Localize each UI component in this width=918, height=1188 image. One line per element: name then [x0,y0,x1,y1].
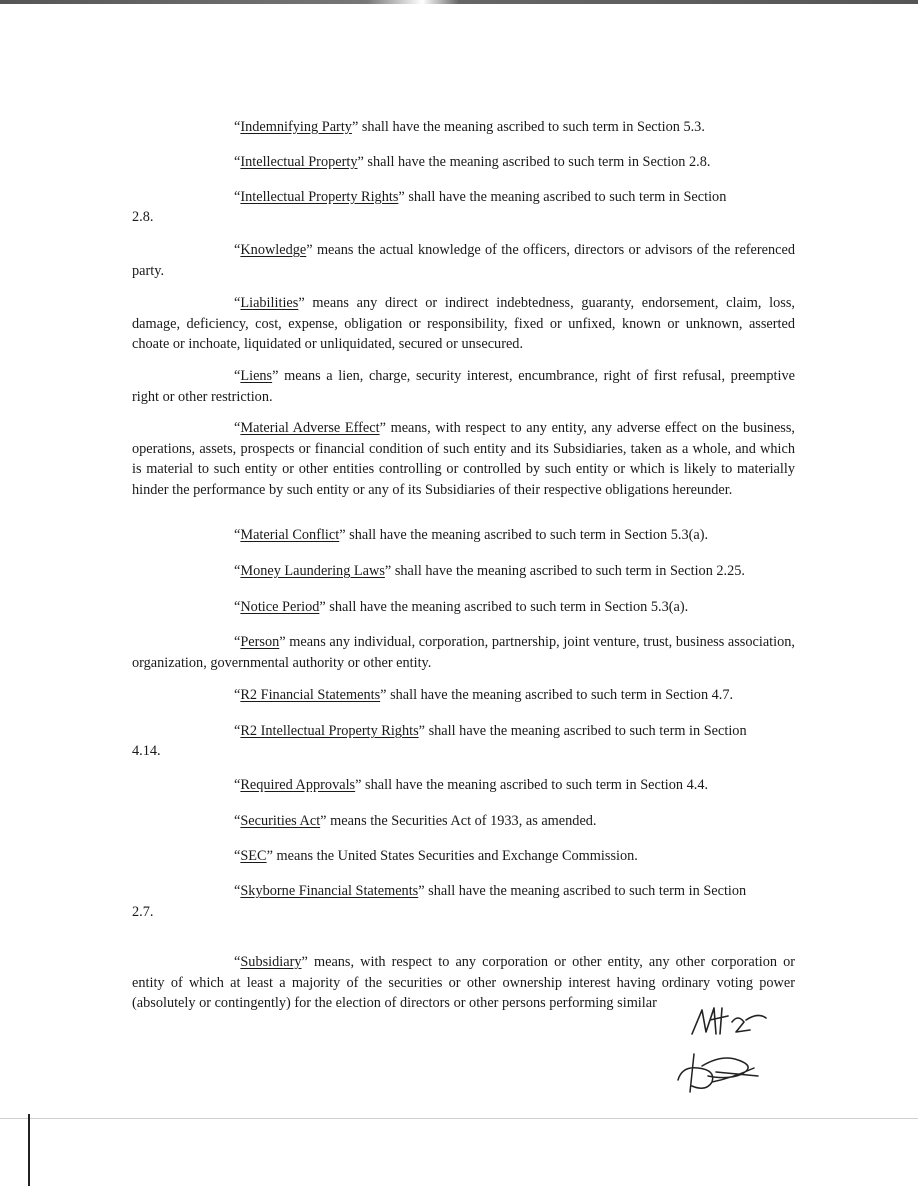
handwritten-initials-2 [672,1046,762,1094]
definition-intellectual-property: “Intellectual Property” shall have the meaning ascribed to such term in Section 2.8. [234,154,711,170]
defined-term: R2 Intellectual Property Rights [240,723,419,739]
definition-required-approvals: “Required Approvals” shall have the meaning ascribed to such term in Section 4.4. [234,777,709,793]
definition-r2-intellectual-property-rights: “R2 Intellectual Property Rights” shall have the meaning ascribed to such term in Section [234,723,747,739]
definition-securities-act: “Securities Act” means the Securities Act of 1933, as amended. [234,813,597,829]
definition-notice-period: “Notice Period” shall have the meaning ascribed to such term in Section 5.3(a). [234,599,689,615]
section-ref-continuation: 2.8. [132,209,154,225]
handwritten-initials-1 [688,1004,772,1040]
defined-term: Liens [240,368,273,384]
definition-material-conflict: “Material Conflict” shall have the meaning ascribed to such term in Section 5.3(a). [234,527,709,543]
defined-term: Subsidiary [240,954,302,970]
defined-term: Liabilities [240,295,299,311]
defined-term: Material Conflict [240,527,340,543]
definition-subsidiary: “Subsidiary” means, with respect to any corporation or other entity, any other corporation or entity of which at least a majority of the securities or other ownership interest having ordinary voting power (absolutely or contingently) for the election of directors or other persons performing similar [132,954,795,1011]
definition-r2-financial-statements: “R2 Financial Statements” shall have the meaning ascribed to such term in Section 4.7. [234,687,734,703]
definition-skyborne-financial-statements: “Skyborne Financial Statements” shall have the meaning ascribed to such term in Section [234,883,747,899]
defined-term: Indemnifying Party [240,119,352,135]
defined-term: Skyborne Financial Statements [240,883,419,899]
definition-indemnifying-party: “Indemnifying Party” shall have the meaning ascribed to such term in Section 5.3. [234,119,705,135]
defined-term: Intellectual Property [240,154,358,170]
defined-term: Material Adverse Effect [240,420,380,436]
defined-term: Notice Period [240,599,320,615]
defined-term: Securities Act [240,813,321,829]
definition-intellectual-property-rights: “Intellectual Property Rights” shall have the meaning ascribed to such term in Section [234,189,727,205]
defined-term: Required Approvals [240,777,356,793]
definition-sec: “SEC” means the United States Securities and Exchange Commission. [234,848,638,864]
defined-term: Money Laundering Laws [240,563,385,579]
definition-material-adverse-effect: “Material Adverse Effect” means, with respect to any entity, any adverse effect on the business, operations, assets, prospects or financial condition of such entity and its Subsidiaries, taken as a whole, and which is material to such entity or other entities controlling or controlled by such entity or which is likely to materially hinder the performance by such entity or any of its Subsidiaries of their respective obligations hereunder. [132,420,795,498]
scan-edge-bottom [0,1118,918,1119]
definition-liabilities: “Liabilities” means any direct or indirect indebtedness, guaranty, endorsement, claim, loss, damage, deficiency, cost, expense, obligation or responsibility, fixed or unfixed, known or unknown, asserted choate or inchoate, liquidated or unliquidated, secured or unsecured. [132,295,795,352]
defined-term: Person [240,634,280,650]
definition-knowledge: “Knowledge” means the actual knowledge of the officers, directors or advisors of the referenced party. [132,242,795,279]
defined-term: Intellectual Property Rights [240,189,399,205]
defined-term: SEC [240,848,267,864]
definition-person: “Person” means any individual, corporation, partnership, joint venture, trust, business association, organization, governmental authority or other entity. [132,634,795,671]
defined-term: Knowledge [240,242,307,258]
defined-term: R2 Financial Statements [240,687,381,703]
scan-mark [28,1114,30,1186]
definition-liens: “Liens” means a lien, charge, security interest, encumbrance, right of first refusal, preemptive right or other restriction. [132,368,795,405]
section-ref-continuation: 4.14. [132,743,161,759]
section-ref-continuation: 2.7. [132,904,154,920]
definition-money-laundering-laws: “Money Laundering Laws” shall have the meaning ascribed to such term in Section 2.25. [234,563,746,579]
